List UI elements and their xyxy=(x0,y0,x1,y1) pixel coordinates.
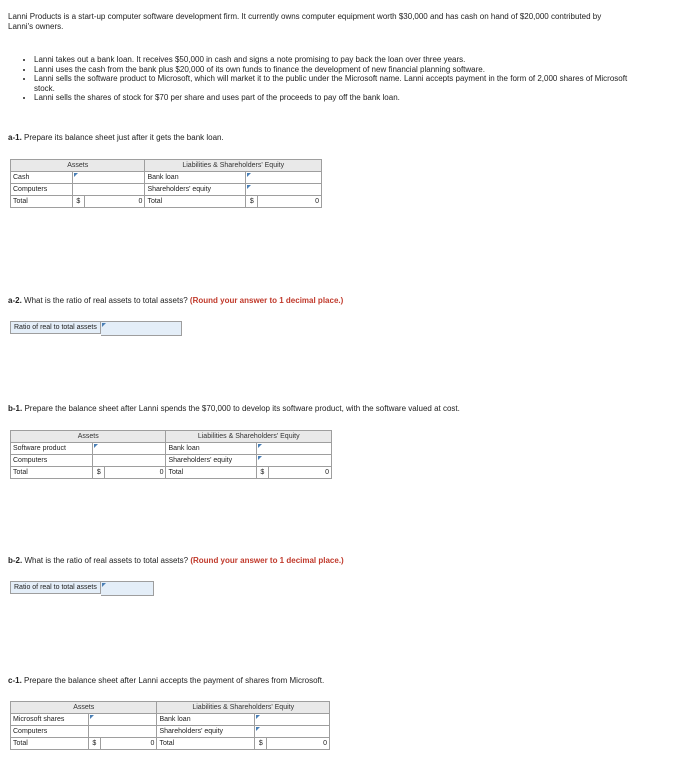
question-number: c-1. xyxy=(8,676,22,685)
liabilities-header: Liabilities & Shareholders' Equity xyxy=(145,160,322,172)
balance-sheet-b1 xyxy=(10,430,332,479)
currency-symbol: $ xyxy=(256,467,268,479)
total-label: Total xyxy=(157,738,255,750)
asset-label: Cash xyxy=(11,172,73,184)
balance-sheet-c1 xyxy=(10,701,330,750)
question-b1 xyxy=(8,404,460,414)
asset-amount-input[interactable] xyxy=(88,714,157,726)
question-text: What is the ratio of real assets to total assets? xyxy=(24,556,189,565)
liability-label: Bank loan xyxy=(166,443,256,455)
total-value: 0 xyxy=(267,738,330,750)
asset-amount-input[interactable] xyxy=(93,455,166,467)
list-item: • Lanni sells the software product to Microsoft, which will market it to the public under the Microsoft name. Lanni accepts payment in the form of 2,000 shares of Microsoft stock. xyxy=(34,74,634,93)
question-text: Prepare the balance sheet after Lanni accepts the payment of shares from Microsoft. xyxy=(24,676,325,685)
bullet-list xyxy=(22,55,634,103)
total-value: 0 xyxy=(100,738,157,750)
currency-symbol: $ xyxy=(88,738,100,750)
question-number: a-2. xyxy=(8,296,22,305)
assets-header: Assets xyxy=(11,702,157,714)
liability-label: Shareholders' equity xyxy=(145,184,246,196)
liability-amount-input[interactable] xyxy=(256,455,331,467)
balance-sheet-a1 xyxy=(10,159,322,208)
liability-label: Bank loan xyxy=(157,714,255,726)
question-text: Prepare the balance sheet after Lanni spends the $70,000 to develop its software product, with the software valued at cost. xyxy=(24,404,460,413)
total-label: Total xyxy=(11,738,89,750)
ratio-input[interactable] xyxy=(101,321,182,336)
liabilities-header: Liabilities & Shareholders' Equity xyxy=(166,431,332,443)
asset-amount-input[interactable] xyxy=(72,184,145,196)
currency-symbol: $ xyxy=(246,196,258,208)
question-number: b-1. xyxy=(8,404,23,413)
currency-symbol: $ xyxy=(93,467,105,479)
ratio-label: Ratio of real to total assets xyxy=(10,321,101,334)
liability-label: Bank loan xyxy=(145,172,246,184)
question-number: a-1. xyxy=(8,133,22,142)
asset-label: Computers xyxy=(11,184,73,196)
list-item: • Lanni takes out a bank loan. It receives $50,000 in cash and signs a note promising to pay back the loan over three years. xyxy=(34,55,634,65)
ratio-row-b2 xyxy=(10,581,154,596)
total-label: Total xyxy=(145,196,246,208)
asset-label: Computers xyxy=(11,455,93,467)
assets-header: Assets xyxy=(11,431,166,443)
total-value: 0 xyxy=(84,196,145,208)
liability-amount-input[interactable] xyxy=(255,714,330,726)
asset-label: Computers xyxy=(11,726,89,738)
liability-label: Shareholders' equity xyxy=(157,726,255,738)
currency-symbol: $ xyxy=(72,196,84,208)
rounding-note: (Round your answer to 1 decimal place.) xyxy=(189,296,344,305)
asset-amount-input[interactable] xyxy=(72,172,145,184)
list-item: • Lanni sells the shares of stock for $70 per share and uses part of the proceeds to pay off the bank loan. xyxy=(34,93,634,103)
asset-amount-input[interactable] xyxy=(88,726,157,738)
asset-label: Software product xyxy=(11,443,93,455)
liability-amount-input[interactable] xyxy=(246,172,322,184)
total-value: 0 xyxy=(258,196,322,208)
question-a1 xyxy=(8,133,224,143)
liability-label: Shareholders' equity xyxy=(166,455,256,467)
intro-paragraph: Lanni Products is a start-up computer software development firm. It currently owns computer equipment worth $30,000 and has cash on hand of $20,000 contributed by Lanni's owners. xyxy=(8,12,602,31)
currency-symbol: $ xyxy=(255,738,267,750)
question-c1 xyxy=(8,676,324,686)
liability-amount-input[interactable] xyxy=(256,443,331,455)
question-text: What is the ratio of real assets to total assets? xyxy=(24,296,188,305)
question-text: Prepare its balance sheet just after it gets the bank loan. xyxy=(24,133,224,142)
ratio-label: Ratio of real to total assets xyxy=(10,581,101,594)
liability-amount-input[interactable] xyxy=(255,726,330,738)
liabilities-header: Liabilities & Shareholders' Equity xyxy=(157,702,330,714)
asset-label: Microsoft shares xyxy=(11,714,89,726)
total-value: 0 xyxy=(268,467,331,479)
total-label: Total xyxy=(11,196,73,208)
rounding-note: (Round your answer to 1 decimal place.) xyxy=(190,556,344,565)
question-number: b-2. xyxy=(8,556,23,565)
question-a2 xyxy=(8,296,343,306)
total-label: Total xyxy=(11,467,93,479)
liability-amount-input[interactable] xyxy=(246,184,322,196)
ratio-row-a2 xyxy=(10,321,182,336)
ratio-input[interactable] xyxy=(101,581,154,596)
asset-amount-input[interactable] xyxy=(93,443,166,455)
total-label: Total xyxy=(166,467,256,479)
total-value: 0 xyxy=(105,467,166,479)
list-item: • Lanni uses the cash from the bank plus $20,000 of its own funds to finance the development of new financial planning software. xyxy=(34,65,634,75)
question-b2 xyxy=(8,556,344,566)
assets-header: Assets xyxy=(11,160,145,172)
